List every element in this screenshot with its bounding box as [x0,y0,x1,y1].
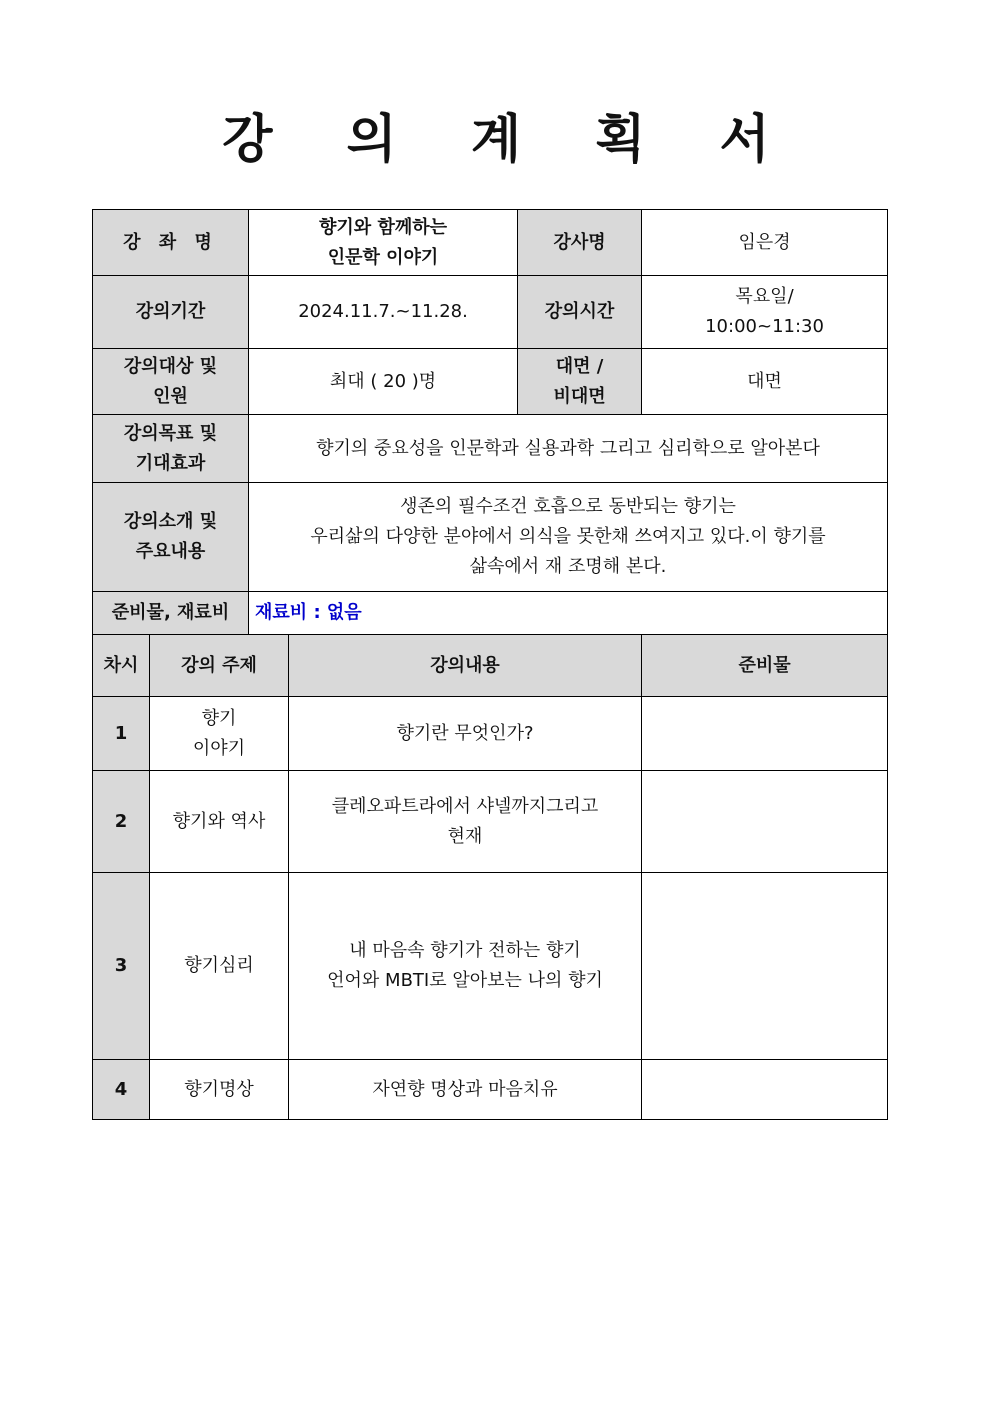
session-content: 자연향 명상과 마음치유 [289,1060,642,1120]
period-value: 2024.11.7.~11.28. [249,276,518,349]
session-prep [642,873,888,1060]
instructor-value: 임은경 [642,210,888,276]
course-name-row [93,210,888,276]
time-value: 목요일/ 10:00~11:30 [642,276,888,349]
schedule-header-row [93,635,888,697]
session-prep [642,1060,888,1120]
target-value: 최대 ( 20 )명 [249,349,518,415]
instructor-label: 강사명 [518,210,642,276]
session-number: 4 [93,1060,150,1120]
goal-row [93,415,888,483]
target-row [93,349,888,415]
intro-label: 강의소개 및 주요내용 [93,483,249,592]
content-header: 강의내용 [289,635,642,697]
goal-value: 향기의 중요성을 인문학과 실용과학 그리고 심리학으로 알아본다 [249,415,888,483]
table-row [93,1060,888,1120]
period-label: 강의기간 [93,276,249,349]
session-content: 클레오파트라에서 샤넬까지그리고 현재 [289,771,642,873]
materials-label: 준비물, 재료비 [93,592,249,635]
session-topic: 향기와 역사 [150,771,289,873]
table-row [93,771,888,873]
table-row [93,873,888,1060]
materials-value: 재료비 : 없음 [249,592,888,635]
session-number: 1 [93,697,150,771]
session-content: 향기란 무엇인가? [289,697,642,771]
session-prep [642,771,888,873]
target-label: 강의대상 및 인원 [93,349,249,415]
page-title: 강 의 계 획 서 [222,110,798,170]
goal-label: 강의목표 및 기대효과 [93,415,249,483]
session-topic: 향기명상 [150,1060,289,1120]
materials-row [93,592,888,635]
session-content: 내 마음속 향기가 전하는 향기 언어와 MBTI로 알아보는 나의 향기 [289,873,642,1060]
course-name-label: 강 좌 명 [93,210,249,276]
course-name-value: 향기와 함께하는 인문학 이야기 [249,210,518,276]
session-header: 차시 [93,635,150,697]
mode-label: 대면 / 비대면 [518,349,642,415]
lecture-plan-table [92,209,888,1120]
session-number: 3 [93,873,150,1060]
session-number: 2 [93,771,150,873]
table-row [93,697,888,771]
intro-row [93,483,888,592]
session-topic: 향기심리 [150,873,289,1060]
topic-header: 강의 주제 [150,635,289,697]
session-topic: 향기 이야기 [150,697,289,771]
mode-value: 대면 [642,349,888,415]
time-label: 강의시간 [518,276,642,349]
prep-header: 준비물 [642,635,888,697]
period-row [93,276,888,349]
session-prep [642,697,888,771]
intro-value: 생존의 필수조건 호흡으로 동반되는 향기는 우리삶의 다양한 분야에서 의식을 못한채 쓰여지고 있다.이 향기를 삶속에서 재 조명해 본다. [249,483,888,592]
